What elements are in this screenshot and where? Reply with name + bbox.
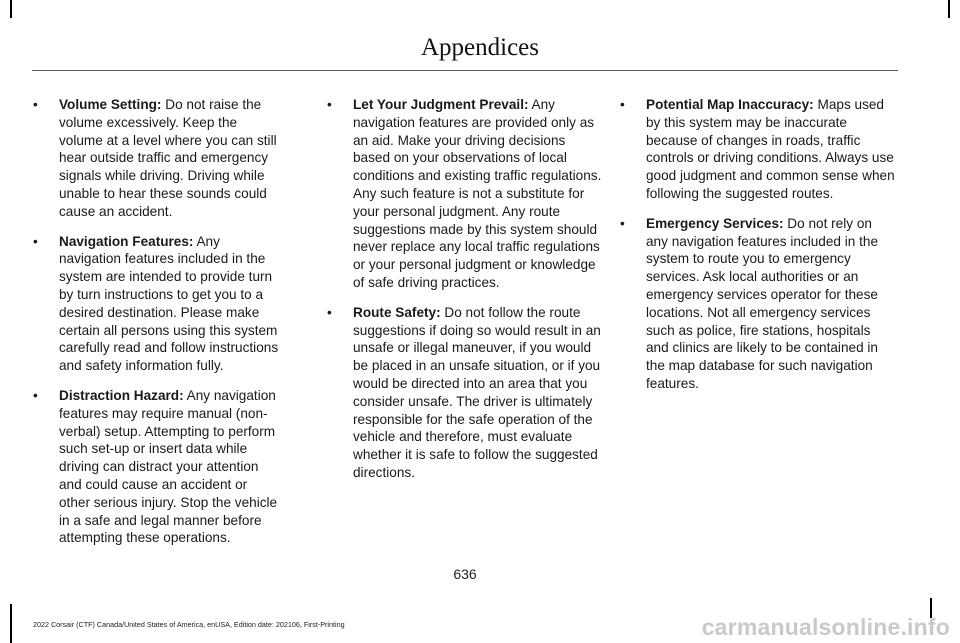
list-item	[620, 215, 896, 393]
bullet-icon: •	[620, 215, 625, 231]
column-1	[33, 96, 281, 559]
item-term: Emergency Services:	[646, 215, 784, 231]
crop-mark-top-right-v	[948, 0, 950, 18]
list-item	[33, 387, 281, 547]
bullet-icon: •	[33, 387, 38, 403]
item-text: Any navigation features included in the system are intended to provide turn by turn instructions to get you to a desired destination. Please make certain all persons using this system carefully read and follow instructions and safety information fully.	[59, 233, 279, 374]
item-text: Maps used by this system may be inaccurate because of changes in roads, traffic controls or driving conditions. Always use good judgment and common sense when following the suggested routes.	[646, 97, 895, 201]
list-item	[33, 96, 281, 221]
crop-mark-top-left-v	[10, 0, 12, 18]
page-title: Appendices	[420, 34, 540, 61]
footer-edition-info: 2022 Corsair (CTF) Canada/United States of America, enUSA, Edition date: 202106, First-Printing	[33, 620, 345, 629]
item-text: Do not rely on any navigation features included in the system to route you to emergency services. Ask local authorities or an emergency services operator for these locations. Not all emergency services such as police, fire stations, hospitals and clinics are likely to be contained in the map database for such navigation features.	[646, 215, 879, 391]
bullet-icon: •	[620, 97, 625, 112]
item-term: Volume Setting:	[59, 97, 162, 112]
item-text: Any navigation features are provided only as an aid. Make your driving decisions based on your observations of local conditions and existing traffic regulations. Any such feature is not a substitute for your personal judgment. Any route suggestions made by this system should never replace any local traffic regulations or your personal judgment or knowledge of safe driving practices.	[353, 97, 602, 290]
column-3	[620, 96, 896, 405]
bullet-icon: •	[33, 233, 38, 249]
bullet-icon: •	[327, 304, 332, 320]
header-divider	[32, 70, 898, 71]
item-term: Distraction Hazard:	[59, 387, 184, 403]
column-2	[327, 96, 602, 494]
item-term: Navigation Features:	[59, 233, 194, 249]
page-number: 636	[453, 566, 477, 582]
crop-mark-bottom-left-v	[10, 604, 12, 643]
list-item	[620, 96, 896, 203]
item-term: Potential Map Inaccuracy:	[646, 97, 814, 112]
item-text: Do not follow the route suggestions if doing so would result in an unsafe or illegal maneuver, if you would be placed in an unsafe situation, or if you would be directed into an area that you consider unsafe. The driver is ultimately responsible for the safe operation of the vehicle and therefore, must evaluate whether it is safe to follow the suggested directions.	[353, 304, 601, 480]
watermark-text: carmanualsonline.info	[701, 614, 950, 640]
item-term: Let Your Judgment Prevail:	[353, 97, 529, 112]
list-item	[327, 304, 602, 482]
list-item	[327, 96, 602, 292]
item-text: Do not raise the volume excessively. Keep the volume at a level where you can still hear outside traffic and emergency signals while driving. Driving while unable to hear these sounds could cause an accident.	[59, 97, 277, 219]
item-term: Route Safety:	[353, 304, 441, 320]
item-text: Any navigation features may require manual (non-verbal) setup. Attempting to perform such set-up or insert data while driving can distract your attention and could cause an accident or other serious injury. Stop the vehicle in a safe and legal manner before attempting these operations.	[59, 387, 278, 546]
list-item	[33, 233, 281, 375]
bullet-icon: •	[33, 97, 38, 112]
bullet-icon: •	[327, 97, 332, 112]
